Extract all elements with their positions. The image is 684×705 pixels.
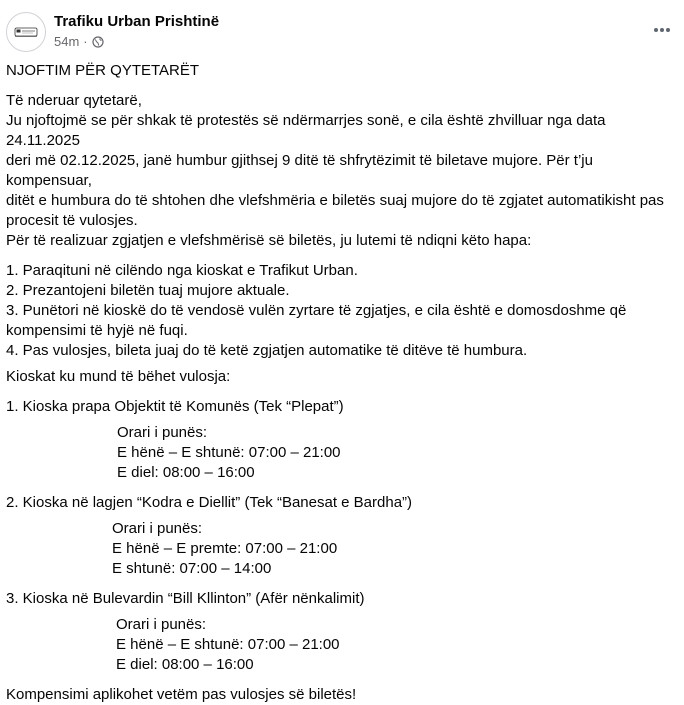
step-item: 2. Prezantojeni biletën tuaj mujore aktuale. (6, 282, 290, 299)
post-text (6, 61, 676, 705)
paragraph-line: ditët e humbura do të shtohen dhe vlefshmëria e biletës suaj mujore do të zgjatet automatikisht pas (6, 192, 664, 209)
post-meta (54, 34, 104, 49)
post-title: NJOFTIM PËR QYTETARËT (6, 62, 200, 79)
trafiku-urban-logo-icon (7, 13, 45, 51)
hours-label: Orari i punës: (117, 424, 208, 441)
hours-label: Orari i punës: (116, 616, 207, 633)
hours-line: E diel: 08:00 – 16:00 (117, 464, 255, 481)
paragraph-line: deri më 02.12.2025, janë humbur gjithsej 9 ditë të shfrytëzimit të biletave mujore. Për t’ju kompensuar, (6, 152, 593, 189)
page-avatar[interactable] (6, 12, 46, 52)
kiosks-intro: Kioskat ku mund të bëhet vulosja: (6, 368, 231, 385)
hours-line: E diel: 08:00 – 16:00 (116, 656, 254, 673)
kiosk-hours (6, 615, 676, 675)
more-options-button[interactable] (650, 20, 674, 40)
paragraph-line: procesit të vulosjes. (6, 212, 138, 229)
hours-line: E hënë – E premte: 07:00 – 21:00 (112, 540, 338, 557)
steps-intro: Për të realizuar zgjatjen e vlefshmërisë së biletës, ju lutemi të ndiqni këto hapa: (6, 232, 532, 249)
greeting: Të nderuar qytetarë, (6, 92, 142, 109)
kiosk-hours (6, 519, 676, 579)
hours-label: Orari i punës: (112, 520, 203, 537)
step-item: 3. Punëtori në kioskë do të vendosë vulën zyrtare të zgjatjes, e cila është e domosdoshme që (6, 302, 627, 319)
kiosk-name: 1. Kioska prapa Objektit të Komunës (Tek “Plepat”) (6, 398, 344, 415)
kiosk-name: 3. Kioska në Bulevardin “Bill Kllinton” (Afër nënkalimit) (6, 590, 365, 607)
step-item: 1. Paraqituni në cilëndo nga kioskat e Trafikut Urban. (6, 262, 358, 279)
globe-icon[interactable] (92, 36, 104, 48)
closing-note: Kompensimi aplikohet vetëm pas vulosjes së biletës! (6, 686, 357, 703)
paragraph-line: Ju njoftojmë se për shkak të protestës së ndërmarrjes sonë, e cila është zhvilluar nga data 24.11.2025 (6, 112, 606, 149)
kiosk-name: 2. Kioska në lagjen “Kodra e Diellit” (Tek “Banesat e Bardha”) (6, 494, 413, 511)
post-time[interactable]: 54m (54, 34, 80, 49)
hours-line: E hënë – E shtunë: 07:00 – 21:00 (117, 444, 341, 461)
meta-separator: · (83, 34, 88, 49)
kiosk-hours (6, 423, 676, 483)
step-item: 4. Pas vulosjes, bileta juaj do të ketë zgjatjen automatike të ditëve të humbura. (6, 342, 528, 359)
hours-line: E shtunë: 07:00 – 14:00 (112, 560, 272, 577)
step-item: kompensimi të hyjë në fuqi. (6, 322, 188, 339)
page-name-link[interactable]: Trafiku Urban Prishtinë (54, 13, 220, 30)
hours-line: E hënë – E shtunë: 07:00 – 21:00 (116, 636, 340, 653)
more-horizontal-icon (653, 27, 671, 33)
